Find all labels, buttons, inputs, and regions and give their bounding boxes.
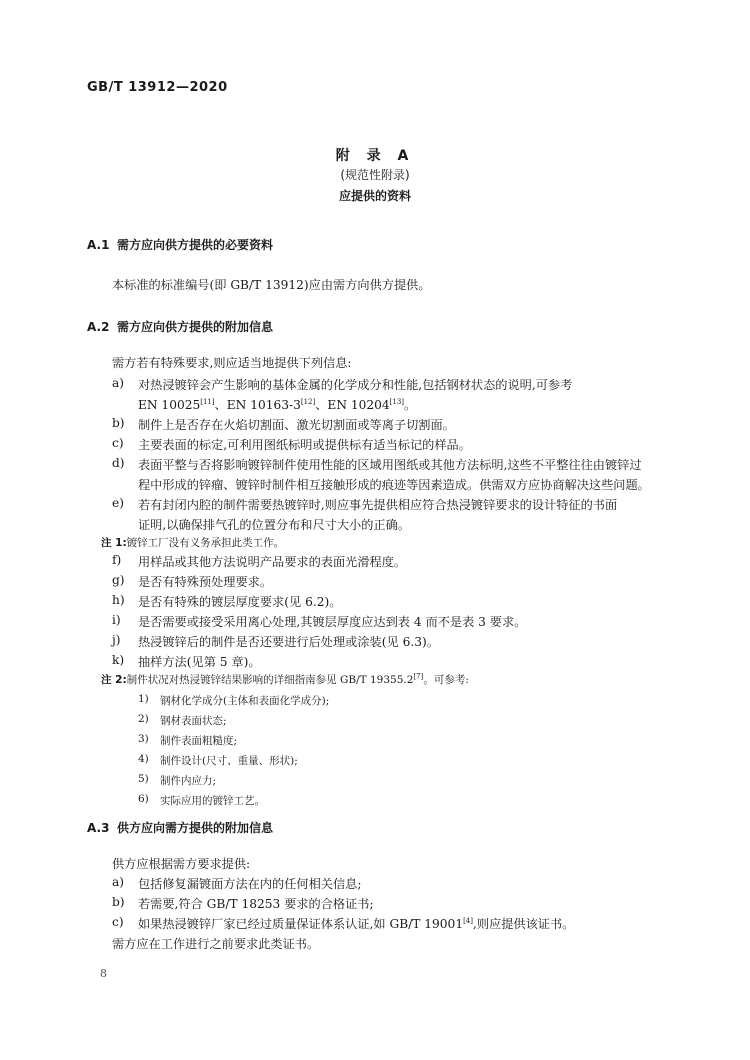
item-text: 用样品或其他方法说明产品要求的表面光滑程度。 <box>138 555 407 569</box>
item-text-continued: 程中形成的锌瘤、镀锌时制件相互接触形成的痕迹等因素造成。供需双方应协商解决这些问题。 <box>138 478 650 492</box>
note <box>101 535 284 550</box>
item-text: 表面平整与否将影响镀锌制件使用性能的区域用图纸或其他方法标明,这些不平整往往由镀锌过 <box>138 458 642 472</box>
item-text-part: ,则应提供该证书。 <box>473 917 575 931</box>
item-label: f) <box>112 553 122 567</box>
item-label: j) <box>112 633 121 647</box>
item-text-continued <box>138 396 416 413</box>
sub-item-label: 3) <box>138 733 149 745</box>
ref-standard: 、EN 10163-3 <box>214 398 301 412</box>
sub-item-text: 钢材化学成分(主体和表面化学成分); <box>160 695 330 707</box>
item-text: 是否需要或接受采用离心处理,其镀层厚度应达到表 4 而不是表 3 要求。 <box>138 615 527 629</box>
item-label: i) <box>112 613 121 627</box>
paragraph: 需方若有特殊要求,则应适当地提供下列信息: <box>112 356 352 370</box>
sub-item-label: 6) <box>138 793 149 805</box>
section-heading-a3 <box>87 819 273 836</box>
citation: [4] <box>463 916 473 925</box>
item-label: e) <box>112 496 124 510</box>
annex-title: 附 录 A <box>335 148 415 164</box>
item-text: 对热浸镀锌会产生影响的基体金属的化学成分和性能,包括钢材状态的说明,可参考 <box>138 378 573 392</box>
ref-standard: 、EN 10204 <box>315 398 390 412</box>
note <box>101 672 469 687</box>
punctuation: 。 <box>404 398 417 412</box>
item-text: 抽样方法(见第 5 章)。 <box>138 655 261 669</box>
item-text: 是否有特殊的镀层厚度要求(见 6.2)。 <box>138 595 342 609</box>
citation: [11] <box>200 397 215 406</box>
item-text: 制件上是否存在火焰切割面、激光切割面或等离子切割面。 <box>138 418 455 432</box>
paragraph: 供方应根据需方要求提供: <box>112 857 251 871</box>
note-text: 镀锌工厂没有义务承担此类工作。 <box>126 537 285 549</box>
sub-item-text: 制件内应力; <box>160 775 217 787</box>
note-label: 注 2: <box>101 674 127 686</box>
item-label: d) <box>112 456 125 470</box>
annex-subtitle: 应提供的资料 <box>338 189 411 203</box>
item-text: 是否有特殊预处理要求。 <box>138 575 273 589</box>
item-text-continued: 证明,以确保排气孔的位置分布和尺寸大小的正确。 <box>138 518 410 532</box>
item-label: c) <box>112 436 124 450</box>
item-label: c) <box>112 915 124 929</box>
item-text: 若需要,符合 GB/T 18253 要求的合格证书; <box>138 897 374 911</box>
ref-standard: EN 10025 <box>138 398 201 412</box>
paragraph: 需方应在工作进行之前要求此类证书。 <box>112 937 320 951</box>
page-number: 8 <box>100 967 107 980</box>
item-text: 热浸镀锌后的制件是否还要进行后处理或涂装(见 6.3)。 <box>138 635 439 649</box>
note-text: 制件状况对热浸镀锌结果影响的详细指南参见 GB/T 19355.2 <box>126 674 414 686</box>
item-label: k) <box>112 653 125 667</box>
citation: [13] <box>389 397 405 406</box>
paragraph: 本标准的标准编号(即 GB/T 13912)应由需方向供方提供。 <box>112 278 431 292</box>
item-text: 包括修复漏镀面方法在内的任何相关信息; <box>138 877 362 891</box>
item-text: 主要表面的标定,可利用图纸标明或提供标有适当标记的样品。 <box>138 438 471 452</box>
section-heading-a1 <box>87 236 273 253</box>
section-heading-a2 <box>87 318 273 335</box>
item-label: a) <box>112 875 125 889</box>
section-title: 需方应向供方提供的必要资料 <box>117 238 274 252</box>
standard-code: GB/T 13912—2020 <box>87 80 228 95</box>
note-text-tail: 。可参考: <box>423 674 469 686</box>
item-label: b) <box>112 416 125 430</box>
sub-item-label: 1) <box>138 693 149 705</box>
item-label: g) <box>112 573 125 587</box>
section-number: A.2 <box>87 320 110 334</box>
citation: [7] <box>413 672 424 681</box>
annex-type: (规范性附录) <box>340 168 410 182</box>
sub-item-label: 4) <box>138 753 149 765</box>
sub-item-label: 5) <box>138 773 149 785</box>
item-label: h) <box>112 593 125 607</box>
section-number: A.1 <box>87 238 110 252</box>
note-label: 注 1: <box>101 537 127 549</box>
item-text-part: 如果热浸镀锌厂家已经过质量保证体系认证,如 GB/T 19001 <box>138 917 464 931</box>
item-label: a) <box>112 376 125 390</box>
sub-item-label: 2) <box>138 713 149 725</box>
section-title: 需方应向供方提供的附加信息 <box>117 320 274 334</box>
sub-item-text: 实际应用的镀锌工艺。 <box>160 795 265 807</box>
item-text: 若有封闭内腔的制件需要热镀锌时,则应事先提供相应符合热浸镀锌要求的设计特征的书面 <box>138 498 618 512</box>
citation: [12] <box>300 397 316 406</box>
section-title: 供方应向需方提供的附加信息 <box>117 821 274 835</box>
sub-item-text: 制件表面粗糙度; <box>160 735 238 747</box>
item-text <box>138 915 574 932</box>
sub-item-text: 制件设计(尺寸、重量、形状); <box>160 755 298 767</box>
section-number: A.3 <box>87 821 110 835</box>
sub-item-text: 钢材表面状态; <box>160 715 227 727</box>
item-label: b) <box>112 895 125 909</box>
